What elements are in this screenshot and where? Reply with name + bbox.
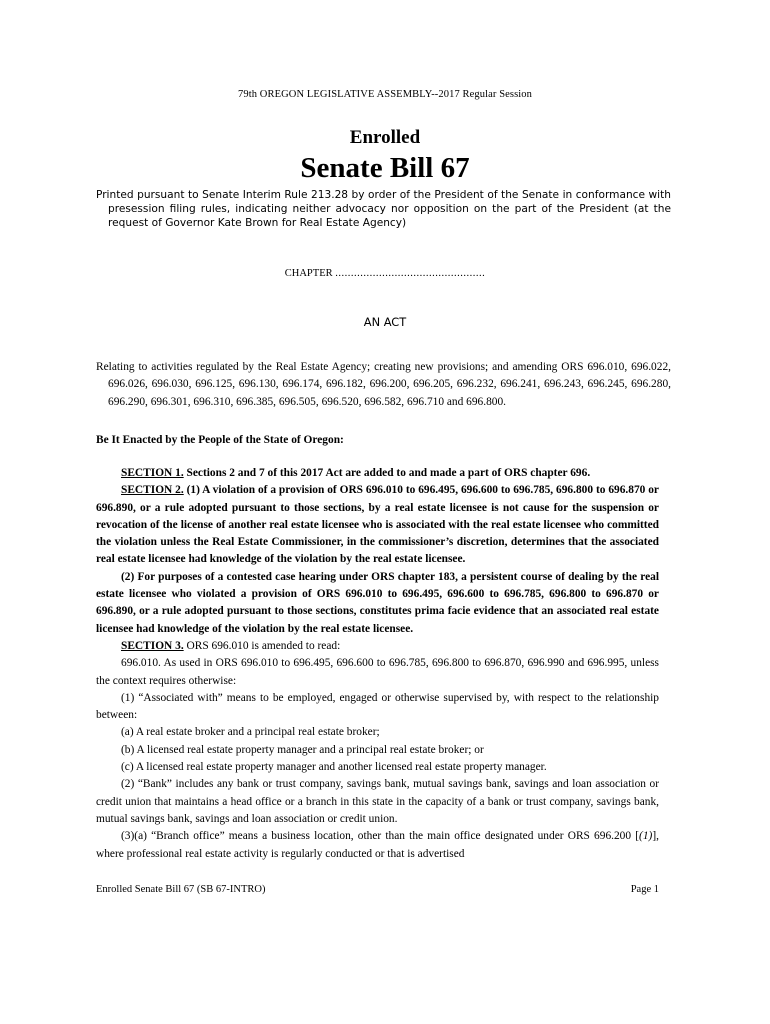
definition-item-a: (a) A real estate broker and a principal real estate broker; [121,726,380,739]
deleted-text: (1) [639,830,653,843]
section-1-paragraph [96,465,659,482]
footer-bill-id: Enrolled Senate Bill 67 (SB 67-INTRO) [96,884,266,895]
chapter-label: CHAPTER [284,268,333,279]
branch-office-start: (3)(a) “Branch office” means a business location, other than the main office designated under ORS 696.200 [ [121,830,640,843]
definition-item-c: (c) A licensed real estate property manager and another licensed real estate property manager. [121,761,547,774]
enacting-clause: Be It Enacted by the People of the State of Oregon: [96,434,344,446]
relating-clause: Relating to activities regulated by the Real Estate Agency; creating new provisions; and amending ORS 696.010, 696.022, 696.026, 696.030, 696.125, 696.130, 696.174, 696.182, 696.200, 696.205, 696.232, 696.241, 696.243, 696.245, 696.280, 696.290, 696.301, 696.310, 696.385, 696.505, 696.520, 696.582, 696.710 and 696.800. [96,361,671,408]
definition-bank: (2) “Bank” includes any bank or trust company, savings bank, mutual savings bank, savings and loan association or credit union that maintains a head office or a branch in this state in the capacity of a bank or trust company, savings bank, mutual savings bank, savings and loan association or credit union. [96,778,659,825]
definition-associated-with: (1) “Associated with” means to be employed, engaged or otherwise supervised by, with respect to the relationship between: [96,691,659,722]
session-header: 79th OREGON LEGISLATIVE ASSEMBLY--2017 Regular Session [238,89,532,100]
section-2-paragraph [96,482,659,568]
enrolled-label: Enrolled [349,127,421,148]
section-3-paragraph [96,638,659,655]
section-2-label: SECTION 2. [121,484,184,497]
definition-item-b: (b) A licensed real estate property manager and a principal real estate broker; or [121,743,484,756]
bill-sections [96,465,659,863]
printed-note: Printed pursuant to Senate Interim Rule 213.28 by order of the President of the Senate in conformance with presession filing rules, indicating neither advocacy nor opposition on the part of the President (at the request of Governor Kate Brown for Real Estate Agency) [96,189,671,229]
section-2-subsection-2: (2) For purposes of a contested case hearing under ORS chapter 183, a persistent course of dealing by the real estate licensee who violated a provision of ORS 696.010 to 696.495, 696.600 to 696.785, 696.800 to 696.870 or 696.890, or a rule adopted pursuant to those sections, constitutes prima facie evidence that an associated real estate licensee had knowledge of the violation by the real estate licensee. [96,570,659,635]
section-3-text: ORS 696.010 is amended to read: [183,639,341,652]
definition-branch-office [96,828,659,863]
bill-title: Senate Bill 67 [300,152,470,184]
chapter-line [0,268,770,279]
section-2-subsection-1: (1) A violation of a provision of ORS 696.010 to 696.495, 696.600 to 696.785, 696.800 to 696.870 or 696.890, or a rule adopted pursuant to those sections, by a real estate licensee is not cause for the suspension or revocation of the license of another real estate licensee who is associated with the real estate licensee who committed the violation unless the Real Estate Commissioner, in the commissioner’s discretion, determines that the associated real estate licensee had knowledge of the violation by the real estate licensee. [96,484,659,566]
section-1-label: SECTION 1. [121,467,184,479]
chapter-dots: ................................................ [335,268,486,279]
an-act-heading: AN ACT [363,315,407,329]
branch-office-end: ], where professional real estate activity is regularly conducted or that is advertised [96,830,659,860]
footer-page-number: Page 1 [630,884,659,895]
section-1-text: Sections 2 and 7 of this 2017 Act are added to and made a part of ORS chapter 696. [183,467,591,479]
definitions-intro: 696.010. As used in ORS 696.010 to 696.495, 696.600 to 696.785, 696.800 to 696.870, 696.990 and 696.995, unless the context requires otherwise: [96,657,659,687]
section-3-label: SECTION 3. [121,639,184,652]
